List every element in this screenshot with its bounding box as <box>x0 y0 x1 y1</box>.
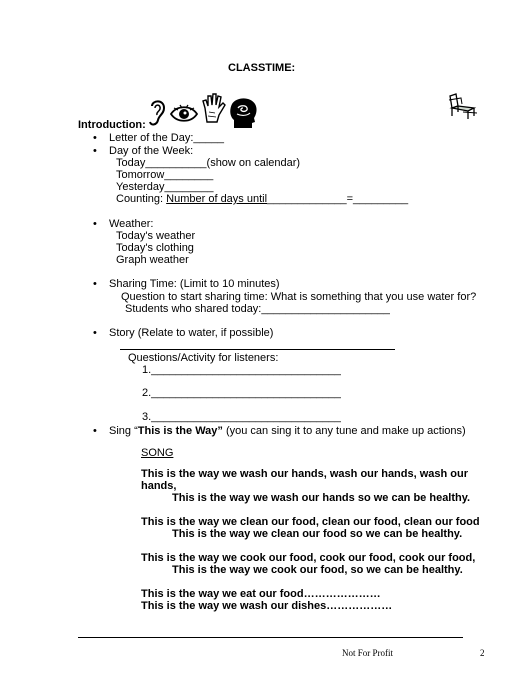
song-line: This is the way we clean our food, clean our food, clean our food <box>141 516 480 528</box>
counting-blank: _____________=_________ <box>267 193 409 205</box>
letter-of-day: Letter of the Day:_____ <box>109 132 224 144</box>
sharing-question: Question to start sharing time: What is something that you use water for? <box>121 291 477 303</box>
song-line: This is the way we wash our hands so we can be healthy. <box>172 492 471 504</box>
question-1: 1._______________________________ <box>142 364 341 376</box>
sing-title: This is the Way” <box>137 425 223 437</box>
weather-item: Today's weather <box>116 230 196 242</box>
students-shared: Students who shared today:_____________________ <box>125 303 390 315</box>
questions-label: Questions/Activity for listeners: <box>128 352 279 364</box>
head-profile-icon <box>228 96 258 130</box>
day-of-week: Day of the Week: <box>109 145 194 157</box>
yesterday-line: Yesterday________ <box>116 181 214 193</box>
footer-rule <box>78 637 463 638</box>
song-line: This is the way we wash our dishes……………… <box>141 600 393 612</box>
ear-icon <box>146 98 168 128</box>
bullet: • <box>93 132 97 144</box>
counting-prefix: Counting: <box>116 193 167 205</box>
song-line: This is the way we eat our food………………… <box>141 588 381 600</box>
story-label: Story (Relate to water, if possible) <box>109 327 274 339</box>
weather-label: Weather: <box>109 218 154 230</box>
introduction-label: Introduction: <box>78 119 146 131</box>
sing-suffix: (you can sing it to any tune and make up actions) <box>222 425 466 437</box>
counting-underlined: Number of days until <box>166 193 268 205</box>
hand-icon <box>200 92 226 124</box>
weather-item: Graph weather <box>116 254 189 266</box>
song-line: This is the way we clean our food so we can be healthy. <box>172 528 463 540</box>
question-2: 2._______________________________ <box>142 387 341 399</box>
sing-line <box>109 425 466 438</box>
footer-text: Not For Profit <box>342 648 394 658</box>
eye-icon <box>170 104 198 124</box>
bullet: • <box>93 145 97 157</box>
story-blank-line <box>120 349 395 350</box>
bullet: • <box>93 327 97 339</box>
page-title: CLASSTIME: <box>228 62 296 74</box>
bullet: • <box>93 425 97 437</box>
weather-item: Today's clothing <box>116 242 194 254</box>
sing-prefix: Sing “ <box>109 425 138 437</box>
tomorrow-line: Tomorrow________ <box>116 169 214 181</box>
bullet: • <box>93 278 97 290</box>
song-line: This is the way we cook our food, so we can be healthy. <box>172 564 463 576</box>
today-line: Today__________(show on calendar) <box>116 157 301 169</box>
song-line: hands, <box>141 480 177 492</box>
sharing-label: Sharing Time: (Limit to 10 minutes) <box>109 278 280 290</box>
chair-icon <box>447 92 479 120</box>
page-number: 2 <box>480 648 485 658</box>
song-line: This is the way we wash our hands, wash our hands, wash our <box>141 468 469 480</box>
question-3: 3._______________________________ <box>142 411 341 423</box>
bullet: • <box>93 218 97 230</box>
song-heading: SONG <box>141 447 174 459</box>
song-line: This is the way we cook our food, cook our food, cook our food, <box>141 552 476 564</box>
counting-line <box>116 193 408 206</box>
